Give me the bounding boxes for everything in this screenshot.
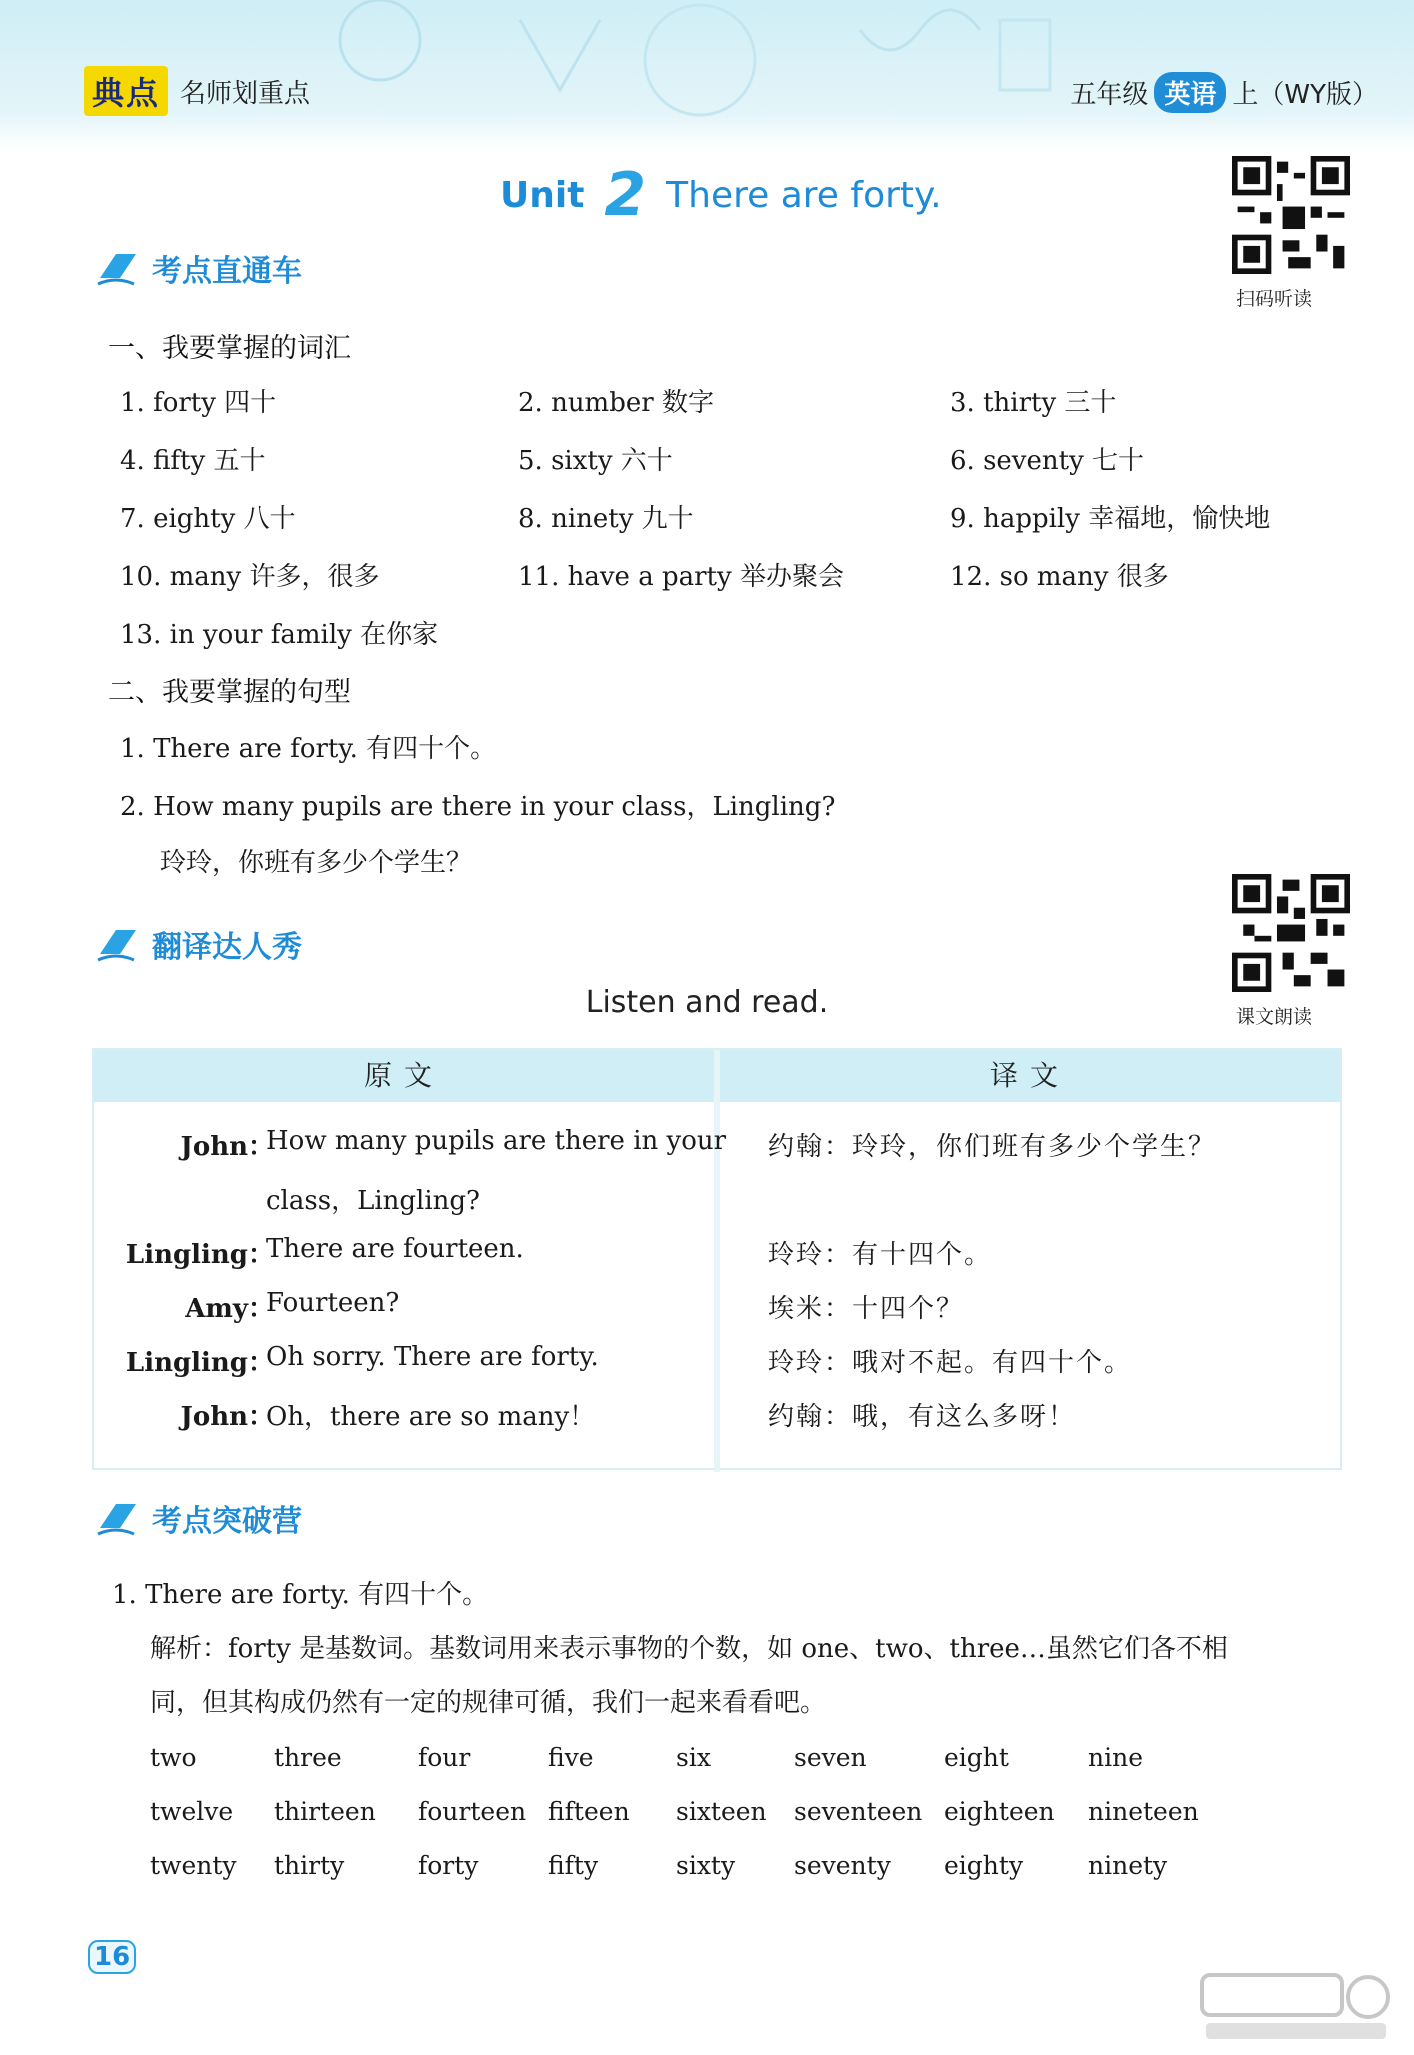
number-word: five [548, 1742, 594, 1772]
unit-subtitle: There are forty. [666, 174, 942, 216]
utterance: Fourteen? [266, 1288, 400, 1318]
number-word: ninety [1088, 1850, 1168, 1880]
utterance: class，Lingling? [266, 1186, 480, 1216]
number-word: two [150, 1742, 197, 1772]
unit-title [500, 160, 942, 230]
number-row [150, 1784, 1228, 1838]
number-word: fourteen [418, 1796, 527, 1826]
number-word: seventy [794, 1850, 891, 1880]
column-header-translation: 译文 [720, 1050, 1340, 1102]
number-word: fifty [548, 1850, 599, 1880]
number-word: eight [944, 1742, 1009, 1772]
vocab-item: 11. have a party 举办聚会 [518, 562, 844, 592]
vocab-item: 1. forty 四十 [120, 388, 277, 418]
translation: 约翰：哦，有这么多呀！ [768, 1402, 1077, 1432]
watermark-logo-icon [1196, 1969, 1396, 2047]
pencil-book-icon [96, 248, 140, 288]
number-word: twelve [150, 1796, 234, 1826]
utterance: Oh sorry. There are forty. [266, 1342, 599, 1372]
pencil-book-icon [96, 1498, 140, 1538]
qr-code-icon[interactable] [1232, 156, 1350, 274]
listen-title: Listen and read. [585, 985, 829, 1020]
sentence-item: 2. How many pupils are there in your class，Lingling? [120, 792, 836, 822]
translation: 埃米：十四个？ [768, 1294, 965, 1324]
sentence-heading: 二、我要掌握的句型 [108, 677, 351, 708]
column-header-original: 原文 [94, 1050, 714, 1102]
page-header [0, 0, 1414, 150]
speaker-name: John： [180, 1132, 274, 1162]
analysis-item: 1. There are forty. 有四十个。 [112, 1580, 489, 1610]
page-number: 16 [88, 1940, 136, 1974]
qr-code-icon[interactable] [1232, 874, 1350, 992]
vocab-item: 6. seventy 七十 [950, 446, 1145, 476]
number-word: sixteen [676, 1796, 767, 1826]
translation: 玲玲：哦对不起。有四十个。 [768, 1348, 1133, 1378]
vocab-item: 13. in your family 在你家 [120, 620, 439, 650]
number-word: fifteen [548, 1796, 630, 1826]
vocab-item: 10. many 许多，很多 [120, 562, 380, 592]
brand [84, 66, 310, 116]
grade-pre: 五年级 [1070, 80, 1149, 110]
number-word: seven [794, 1742, 867, 1772]
number-word: thirty [274, 1850, 345, 1880]
unit-word: Unit [500, 174, 585, 216]
vocab-item: 5. sixty 六十 [518, 446, 673, 476]
vocab-item: 7. eighty 八十 [120, 504, 296, 534]
sentence-item: 1. There are forty. 有四十个。 [120, 734, 497, 764]
speaker-name: Lingling： [125, 1348, 274, 1378]
number-word: three [274, 1742, 342, 1772]
qr-caption: 课文朗读 [1236, 1006, 1313, 1028]
vocab-item: 3. thirty 三十 [950, 388, 1117, 418]
column-divider [714, 1050, 720, 1472]
number-word: sixty [676, 1850, 736, 1880]
section-title: 考点直通车 [152, 254, 302, 289]
number-row [150, 1730, 1228, 1784]
number-word: nineteen [1088, 1796, 1199, 1826]
number-word: eighteen [944, 1796, 1055, 1826]
vocab-item: 8. ninety 九十 [518, 504, 694, 534]
number-word: nine [1088, 1742, 1143, 1772]
vocab-item: 12. so many 很多 [950, 562, 1169, 592]
number-word: forty [418, 1850, 479, 1880]
subject-badge: 英语 [1154, 72, 1226, 113]
grade-post: 上（WY版） [1232, 80, 1378, 110]
vocab-item: 2. number 数字 [518, 388, 714, 418]
brand-logo: 典点 [84, 66, 168, 116]
section-heading [96, 1496, 302, 1540]
number-words-table [150, 1730, 1228, 1892]
number-word: six [676, 1742, 711, 1772]
section-title: 考点突破营 [152, 1504, 302, 1539]
speaker-name: Amy： [185, 1294, 274, 1324]
sentence-translation: 玲玲，你班有多少个学生？ [160, 848, 473, 878]
utterance: Oh，there are so many！ [266, 1402, 596, 1432]
unit-number: 2 [604, 160, 647, 230]
number-word: eighty [944, 1850, 1024, 1880]
grade-label [1070, 72, 1378, 113]
speaker-name: Lingling： [125, 1240, 274, 1270]
analysis-text: 同，但其构成仍然有一定的规律可循，我们一起来看看吧。 [150, 1688, 827, 1718]
pencil-book-icon [96, 924, 140, 964]
translation: 玲玲：有十四个。 [768, 1240, 993, 1270]
number-word: seventeen [794, 1796, 923, 1826]
brand-text: 名师划重点 [180, 78, 311, 109]
section-title: 翻译达人秀 [152, 930, 302, 965]
vocab-item: 9. happily 幸福地，愉快地 [950, 504, 1271, 534]
number-word: twenty [150, 1850, 237, 1880]
utterance: How many pupils are there in your [266, 1126, 727, 1156]
qr-caption: 扫码听读 [1236, 288, 1313, 310]
number-row [150, 1838, 1228, 1892]
number-word: four [418, 1742, 471, 1772]
speaker-name: John： [180, 1402, 274, 1432]
section-heading [96, 246, 302, 290]
dialogue-table [92, 1048, 1342, 1470]
vocab-heading: 一、我要掌握的词汇 [108, 333, 351, 364]
translation: 约翰：玲玲，你们班有多少个学生？ [768, 1132, 1217, 1162]
number-word: thirteen [274, 1796, 376, 1826]
utterance: There are fourteen. [266, 1234, 524, 1264]
section-heading [96, 922, 302, 966]
vocab-item: 4. fifty 五十 [120, 446, 266, 476]
analysis-text: 解析：forty 是基数词。基数词用来表示事物的个数，如 one、two、three…虽然它们各不相 [150, 1634, 1228, 1664]
